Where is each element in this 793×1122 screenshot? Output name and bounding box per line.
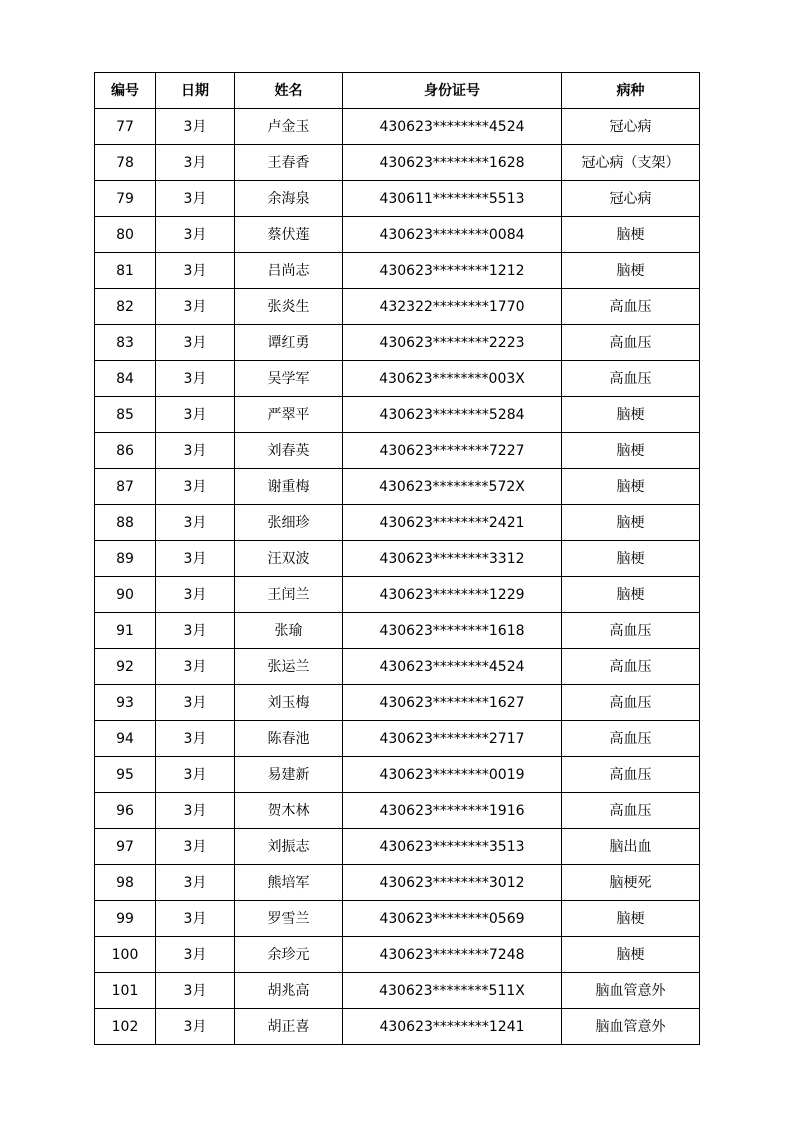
cell-disease: 脑梗 bbox=[562, 505, 700, 541]
cell-disease: 高血压 bbox=[562, 325, 700, 361]
cell-number: 87 bbox=[95, 469, 156, 505]
cell-id-number: 430611********5513 bbox=[343, 181, 562, 217]
table-row bbox=[95, 649, 700, 685]
cell-date: 3月 bbox=[156, 613, 235, 649]
cell-id-number: 430623********2223 bbox=[343, 325, 562, 361]
cell-date: 3月 bbox=[156, 901, 235, 937]
cell-number: 101 bbox=[95, 973, 156, 1009]
header-id-number: 身份证号 bbox=[343, 73, 562, 109]
table-row bbox=[95, 1009, 700, 1045]
cell-number: 77 bbox=[95, 109, 156, 145]
cell-date: 3月 bbox=[156, 685, 235, 721]
cell-date: 3月 bbox=[156, 1009, 235, 1045]
cell-id-number: 430623********5284 bbox=[343, 397, 562, 433]
cell-date: 3月 bbox=[156, 145, 235, 181]
cell-disease: 脑梗 bbox=[562, 541, 700, 577]
cell-id-number: 430623********1627 bbox=[343, 685, 562, 721]
cell-date: 3月 bbox=[156, 649, 235, 685]
table-row bbox=[95, 289, 700, 325]
cell-disease: 高血压 bbox=[562, 721, 700, 757]
cell-disease: 高血压 bbox=[562, 685, 700, 721]
cell-number: 102 bbox=[95, 1009, 156, 1045]
table-row bbox=[95, 361, 700, 397]
cell-number: 100 bbox=[95, 937, 156, 973]
cell-id-number: 430623********511X bbox=[343, 973, 562, 1009]
patient-records-table bbox=[94, 72, 700, 1045]
cell-name: 谢重梅 bbox=[235, 469, 343, 505]
cell-date: 3月 bbox=[156, 937, 235, 973]
cell-date: 3月 bbox=[156, 181, 235, 217]
cell-id-number: 430623********3312 bbox=[343, 541, 562, 577]
cell-number: 97 bbox=[95, 829, 156, 865]
cell-name: 熊培军 bbox=[235, 865, 343, 901]
cell-disease: 高血压 bbox=[562, 649, 700, 685]
cell-id-number: 430623********572X bbox=[343, 469, 562, 505]
table-header-row bbox=[95, 73, 700, 109]
cell-id-number: 430623********1229 bbox=[343, 577, 562, 613]
cell-date: 3月 bbox=[156, 469, 235, 505]
table-row bbox=[95, 217, 700, 253]
cell-name: 刘玉梅 bbox=[235, 685, 343, 721]
cell-name: 王闰兰 bbox=[235, 577, 343, 613]
cell-date: 3月 bbox=[156, 397, 235, 433]
cell-number: 92 bbox=[95, 649, 156, 685]
cell-disease: 脑出血 bbox=[562, 829, 700, 865]
table-row bbox=[95, 145, 700, 181]
cell-disease: 脑梗死 bbox=[562, 865, 700, 901]
cell-name: 汪双波 bbox=[235, 541, 343, 577]
cell-id-number: 430623********2717 bbox=[343, 721, 562, 757]
cell-date: 3月 bbox=[156, 505, 235, 541]
cell-date: 3月 bbox=[156, 325, 235, 361]
cell-number: 81 bbox=[95, 253, 156, 289]
cell-name: 王春香 bbox=[235, 145, 343, 181]
table-row bbox=[95, 397, 700, 433]
cell-name: 张瑜 bbox=[235, 613, 343, 649]
table-row bbox=[95, 793, 700, 829]
cell-name: 刘振志 bbox=[235, 829, 343, 865]
table-row bbox=[95, 613, 700, 649]
cell-date: 3月 bbox=[156, 757, 235, 793]
cell-number: 82 bbox=[95, 289, 156, 325]
cell-disease: 脑梗 bbox=[562, 901, 700, 937]
cell-date: 3月 bbox=[156, 829, 235, 865]
cell-date: 3月 bbox=[156, 577, 235, 613]
cell-number: 99 bbox=[95, 901, 156, 937]
cell-number: 84 bbox=[95, 361, 156, 397]
cell-disease: 脑梗 bbox=[562, 397, 700, 433]
cell-id-number: 430623********1212 bbox=[343, 253, 562, 289]
cell-disease: 脑梗 bbox=[562, 253, 700, 289]
cell-disease: 脑梗 bbox=[562, 217, 700, 253]
cell-date: 3月 bbox=[156, 217, 235, 253]
cell-disease: 脑梗 bbox=[562, 469, 700, 505]
cell-number: 78 bbox=[95, 145, 156, 181]
table-row bbox=[95, 253, 700, 289]
cell-name: 易建新 bbox=[235, 757, 343, 793]
table-row bbox=[95, 901, 700, 937]
cell-id-number: 430623********4524 bbox=[343, 649, 562, 685]
cell-number: 83 bbox=[95, 325, 156, 361]
cell-date: 3月 bbox=[156, 109, 235, 145]
cell-name: 蔡伏莲 bbox=[235, 217, 343, 253]
cell-name: 刘春英 bbox=[235, 433, 343, 469]
cell-number: 88 bbox=[95, 505, 156, 541]
table-row bbox=[95, 181, 700, 217]
cell-number: 98 bbox=[95, 865, 156, 901]
cell-id-number: 430623********1628 bbox=[343, 145, 562, 181]
cell-name: 吴学军 bbox=[235, 361, 343, 397]
cell-date: 3月 bbox=[156, 253, 235, 289]
cell-name: 陈春池 bbox=[235, 721, 343, 757]
cell-number: 94 bbox=[95, 721, 156, 757]
cell-name: 胡正喜 bbox=[235, 1009, 343, 1045]
cell-id-number: 430623********0019 bbox=[343, 757, 562, 793]
table-row bbox=[95, 685, 700, 721]
cell-name: 张炎生 bbox=[235, 289, 343, 325]
cell-date: 3月 bbox=[156, 361, 235, 397]
table-row bbox=[95, 109, 700, 145]
cell-name: 吕尚志 bbox=[235, 253, 343, 289]
cell-disease: 高血压 bbox=[562, 757, 700, 793]
header-name: 姓名 bbox=[235, 73, 343, 109]
cell-disease: 高血压 bbox=[562, 613, 700, 649]
cell-name: 卢金玉 bbox=[235, 109, 343, 145]
cell-disease: 冠心病（支架） bbox=[562, 145, 700, 181]
cell-name: 张细珍 bbox=[235, 505, 343, 541]
cell-number: 93 bbox=[95, 685, 156, 721]
table-row bbox=[95, 757, 700, 793]
cell-date: 3月 bbox=[156, 865, 235, 901]
table-row bbox=[95, 505, 700, 541]
cell-number: 91 bbox=[95, 613, 156, 649]
cell-disease: 脑血管意外 bbox=[562, 973, 700, 1009]
table-row bbox=[95, 721, 700, 757]
table-row bbox=[95, 433, 700, 469]
table-row bbox=[95, 829, 700, 865]
cell-name: 余海泉 bbox=[235, 181, 343, 217]
cell-number: 86 bbox=[95, 433, 156, 469]
cell-date: 3月 bbox=[156, 433, 235, 469]
cell-name: 余珍元 bbox=[235, 937, 343, 973]
cell-name: 罗雪兰 bbox=[235, 901, 343, 937]
table-row bbox=[95, 541, 700, 577]
cell-date: 3月 bbox=[156, 793, 235, 829]
cell-date: 3月 bbox=[156, 973, 235, 1009]
header-number: 编号 bbox=[95, 73, 156, 109]
header-date: 日期 bbox=[156, 73, 235, 109]
cell-disease: 脑梗 bbox=[562, 937, 700, 973]
cell-number: 85 bbox=[95, 397, 156, 433]
cell-id-number: 430623********3513 bbox=[343, 829, 562, 865]
cell-id-number: 430623********1618 bbox=[343, 613, 562, 649]
cell-id-number: 430623********003X bbox=[343, 361, 562, 397]
cell-id-number: 432322********1770 bbox=[343, 289, 562, 325]
cell-date: 3月 bbox=[156, 721, 235, 757]
cell-number: 89 bbox=[95, 541, 156, 577]
cell-id-number: 430623********7227 bbox=[343, 433, 562, 469]
cell-name: 胡兆高 bbox=[235, 973, 343, 1009]
table-row bbox=[95, 973, 700, 1009]
cell-id-number: 430623********1241 bbox=[343, 1009, 562, 1045]
cell-disease: 冠心病 bbox=[562, 109, 700, 145]
cell-id-number: 430623********7248 bbox=[343, 937, 562, 973]
cell-number: 79 bbox=[95, 181, 156, 217]
cell-disease: 冠心病 bbox=[562, 181, 700, 217]
cell-disease: 高血压 bbox=[562, 361, 700, 397]
cell-name: 严翠平 bbox=[235, 397, 343, 433]
cell-date: 3月 bbox=[156, 289, 235, 325]
table-row bbox=[95, 469, 700, 505]
cell-disease: 脑血管意外 bbox=[562, 1009, 700, 1045]
cell-disease: 高血压 bbox=[562, 289, 700, 325]
cell-disease: 脑梗 bbox=[562, 577, 700, 613]
cell-id-number: 430623********4524 bbox=[343, 109, 562, 145]
cell-disease: 脑梗 bbox=[562, 433, 700, 469]
cell-name: 谭红勇 bbox=[235, 325, 343, 361]
cell-date: 3月 bbox=[156, 541, 235, 577]
cell-id-number: 430623********1916 bbox=[343, 793, 562, 829]
cell-name: 贺木林 bbox=[235, 793, 343, 829]
cell-id-number: 430623********0569 bbox=[343, 901, 562, 937]
table-row bbox=[95, 325, 700, 361]
table-row bbox=[95, 937, 700, 973]
cell-disease: 高血压 bbox=[562, 793, 700, 829]
table-row bbox=[95, 865, 700, 901]
cell-number: 90 bbox=[95, 577, 156, 613]
table-row bbox=[95, 577, 700, 613]
cell-name: 张运兰 bbox=[235, 649, 343, 685]
table-body bbox=[95, 109, 700, 1045]
cell-number: 95 bbox=[95, 757, 156, 793]
cell-number: 96 bbox=[95, 793, 156, 829]
cell-id-number: 430623********0084 bbox=[343, 217, 562, 253]
header-disease: 病种 bbox=[562, 73, 700, 109]
cell-id-number: 430623********3012 bbox=[343, 865, 562, 901]
cell-id-number: 430623********2421 bbox=[343, 505, 562, 541]
cell-number: 80 bbox=[95, 217, 156, 253]
